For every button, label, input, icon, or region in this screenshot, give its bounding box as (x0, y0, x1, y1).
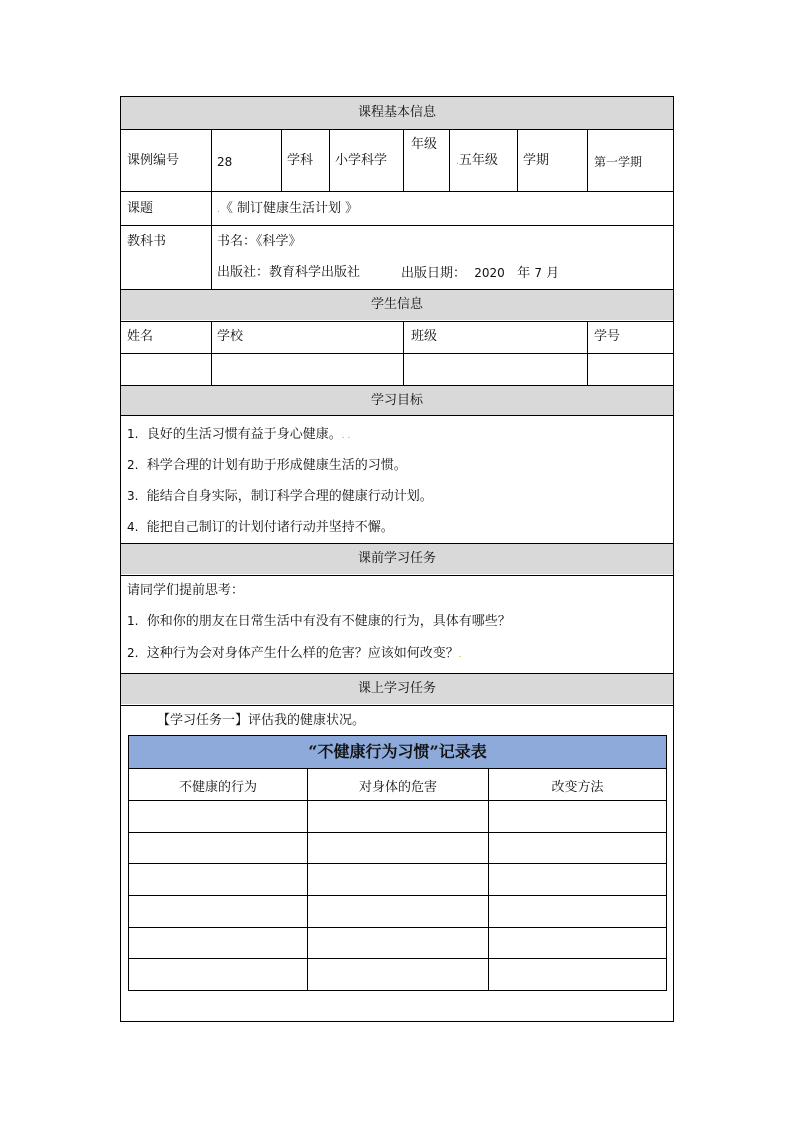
table-row (129, 800, 666, 801)
pre-task-item: 2. 这种行为会对身体产生什么样的危害？应该如何改变？. (127, 646, 462, 661)
pre-task-intro: 请同学们提前思考： (127, 583, 245, 598)
subject-label: 学科 (287, 153, 314, 168)
table-row (129, 832, 666, 833)
book-name: 书名：《科学》 (217, 234, 302, 249)
divider (403, 129, 404, 191)
divider (281, 129, 282, 191)
student-name-label: 姓名 (127, 329, 154, 344)
student-school-label: 学校 (217, 329, 244, 344)
table-row (129, 958, 666, 959)
subject-value: 小学科学 (335, 153, 388, 168)
record-col-behavior: 不健康的行为 (178, 780, 257, 795)
divider (129, 768, 666, 769)
pub-date: 出版日期： 2020 年 7 月 (401, 266, 560, 281)
grade-label: 年级 (411, 137, 438, 152)
objective-item: 3. 能结合自身实际，制订科学合理的健康行动计划。 (127, 489, 433, 504)
objective-item: 4. 能把自己制订的计划付诸行动并坚持不懈。 (127, 520, 394, 535)
objective-item: 1. 良好的生活习惯有益于身心健康。. . (127, 427, 351, 442)
student-id-label: 学号 (594, 329, 621, 344)
section-objectives: 学习目标 (121, 386, 673, 415)
student-class-label: 班级 (411, 329, 438, 344)
divider (121, 321, 673, 322)
divider (449, 129, 450, 191)
record-table-title: “不健康行为习惯”记录表 (129, 736, 666, 768)
divider (121, 353, 673, 354)
lesson-form (120, 96, 674, 1022)
divider (121, 191, 673, 192)
case-no-value: 28 (217, 155, 233, 169)
divider (121, 129, 673, 130)
term-label: 学期 (523, 153, 550, 168)
publisher: 出版社：教育科学出版社 (217, 265, 361, 280)
topic-value: .《 制订健康生活计划 》 (217, 201, 359, 216)
divider (121, 225, 673, 226)
divider (211, 129, 212, 191)
divider (517, 129, 518, 191)
table-row (129, 895, 666, 896)
section-in-class-task: 课上学习任务 (121, 674, 673, 704)
section-basic-info: 课程基本信息 (121, 97, 673, 129)
term-value: 第一学期 (594, 155, 643, 169)
divider (121, 705, 673, 706)
divider (121, 415, 673, 416)
section-pre-task: 课前学习任务 (121, 544, 673, 574)
case-no-label: 课例编号 (127, 153, 180, 168)
grade-value: .五年级 (456, 153, 498, 168)
textbook-label: 教科书 (127, 234, 167, 249)
divider (121, 575, 673, 576)
objective-item: 2. 科学合理的计划有助于形成健康生活的习惯。 (127, 458, 407, 473)
divider (329, 129, 330, 191)
table-row (129, 927, 666, 928)
divider (488, 768, 489, 990)
unhealthy-habits-record-table (128, 735, 667, 991)
record-col-harm: 对身体的危害 (358, 780, 437, 795)
pre-task-item: 1. 你和你的朋友在日常生活中有没有不健康的行为，具体有哪些？ (127, 614, 511, 629)
topic-label: 课题 (127, 201, 154, 216)
divider (587, 129, 588, 191)
section-student-info: 学生信息 (121, 290, 673, 320)
task-one-heading: 【学习任务一】评估我的健康状况。 (157, 713, 366, 728)
record-col-remedy: 改变方法 (551, 780, 604, 795)
divider (307, 768, 308, 990)
table-row (129, 863, 666, 864)
divider (211, 191, 212, 289)
